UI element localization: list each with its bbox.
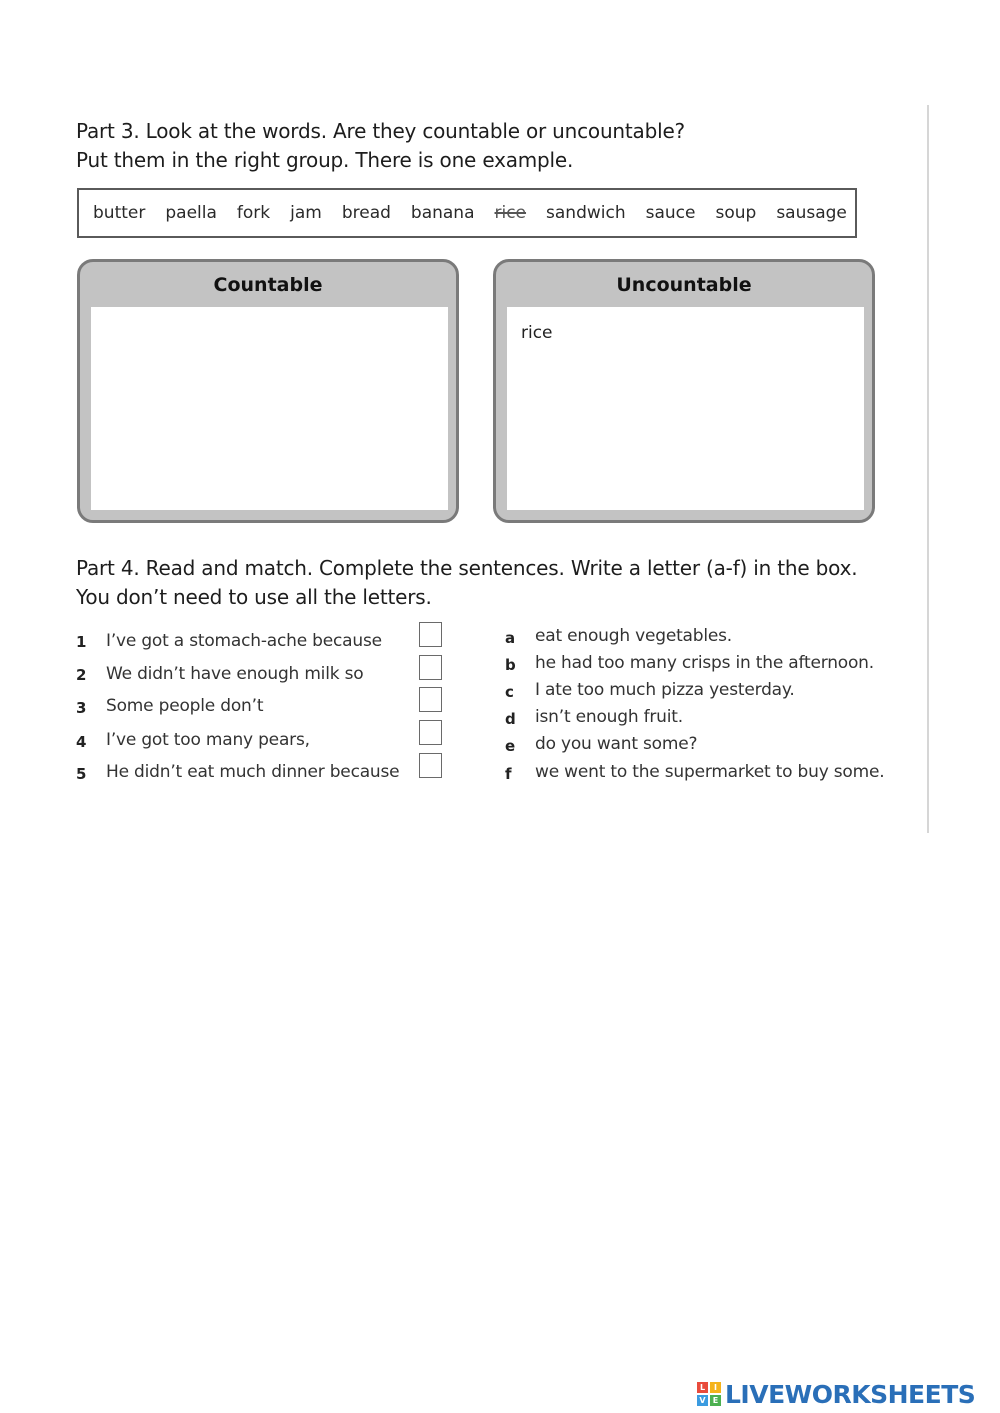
word-bank-item: sausage — [776, 203, 847, 223]
word-bank-item: soup — [715, 203, 757, 223]
item-sentence: We didn’t have enough milk so — [106, 664, 364, 684]
uncountable-group — [493, 259, 875, 523]
answer-box-5[interactable] — [419, 753, 442, 778]
item-number: 4 — [76, 733, 87, 751]
part3-instruction-line2: Put them in the right group. There is one example. — [76, 148, 574, 172]
liveworksheets-logo — [697, 1380, 975, 1408]
item-sentence: He didn’t eat much dinner because — [106, 762, 400, 782]
word-bank-item: fork — [236, 203, 271, 223]
item-sentence: I’ve got a stomach-ache because — [106, 631, 382, 651]
item-number: 2 — [76, 666, 87, 684]
word-bank-item: sandwich — [546, 203, 626, 223]
word-bank-item: banana — [410, 203, 475, 223]
option-letter: c — [505, 683, 514, 701]
option-letter: b — [505, 656, 516, 674]
answer-box-2[interactable] — [419, 655, 442, 680]
margin-rule — [927, 105, 929, 833]
uncountable-example-word: rice — [521, 323, 553, 343]
logo-mark-letter: V — [697, 1395, 708, 1406]
option-text: I ate too much pizza yesterday. — [535, 680, 795, 700]
word-bank-item: sauce — [645, 203, 696, 223]
item-number: 3 — [76, 699, 87, 717]
logo-mark-letter: E — [710, 1395, 721, 1406]
option-letter: e — [505, 737, 516, 755]
word-bank-item: jam — [290, 203, 322, 223]
option-text: he had too many crisps in the afternoon. — [535, 653, 874, 673]
answer-box-3[interactable] — [419, 687, 442, 712]
logo-mark-letter: L — [697, 1382, 708, 1393]
part4-instructions — [76, 554, 857, 612]
logo-text: LIVEWORKSHEETS — [725, 1379, 976, 1409]
option-text: we went to the supermarket to buy some. — [535, 762, 885, 782]
option-letter: f — [505, 765, 512, 783]
part4-instruction-line2: You don’t need to use all the letters. — [76, 585, 432, 609]
word-bank-item: bread — [341, 203, 391, 223]
answer-box-4[interactable] — [419, 720, 442, 745]
countable-group — [77, 259, 459, 523]
part4-instruction-line1: Part 4. Read and match. Complete the sentences. Write a letter (a-f) in the box. — [76, 556, 858, 580]
countable-drop-area[interactable] — [91, 307, 448, 510]
option-text: eat enough vegetables. — [535, 626, 733, 646]
item-number: 1 — [76, 633, 87, 651]
option-letter: a — [505, 629, 516, 647]
item-sentence: I’ve got too many pears, — [106, 730, 310, 750]
item-number: 5 — [76, 765, 87, 783]
uncountable-drop-area[interactable] — [507, 307, 864, 510]
countable-title: Countable — [213, 274, 323, 296]
word-bank — [77, 188, 857, 238]
item-sentence: Some people don’t — [106, 696, 264, 716]
uncountable-title: Uncountable — [616, 274, 752, 296]
part3-instruction-line1: Part 3. Look at the words. Are they countable or uncountable? — [76, 119, 685, 143]
option-text: isn’t enough fruit. — [535, 707, 683, 727]
option-text: do you want some? — [535, 734, 698, 754]
word-bank-item: paella — [165, 203, 217, 223]
part3-instructions — [76, 117, 685, 175]
option-letter: d — [505, 710, 516, 728]
logo-mark-letter: I — [710, 1382, 721, 1393]
answer-box-1[interactable] — [419, 622, 442, 647]
word-bank-item: butter — [93, 203, 146, 223]
word-bank-item-example: rice — [494, 203, 527, 223]
logo-mark-icon — [697, 1382, 721, 1406]
